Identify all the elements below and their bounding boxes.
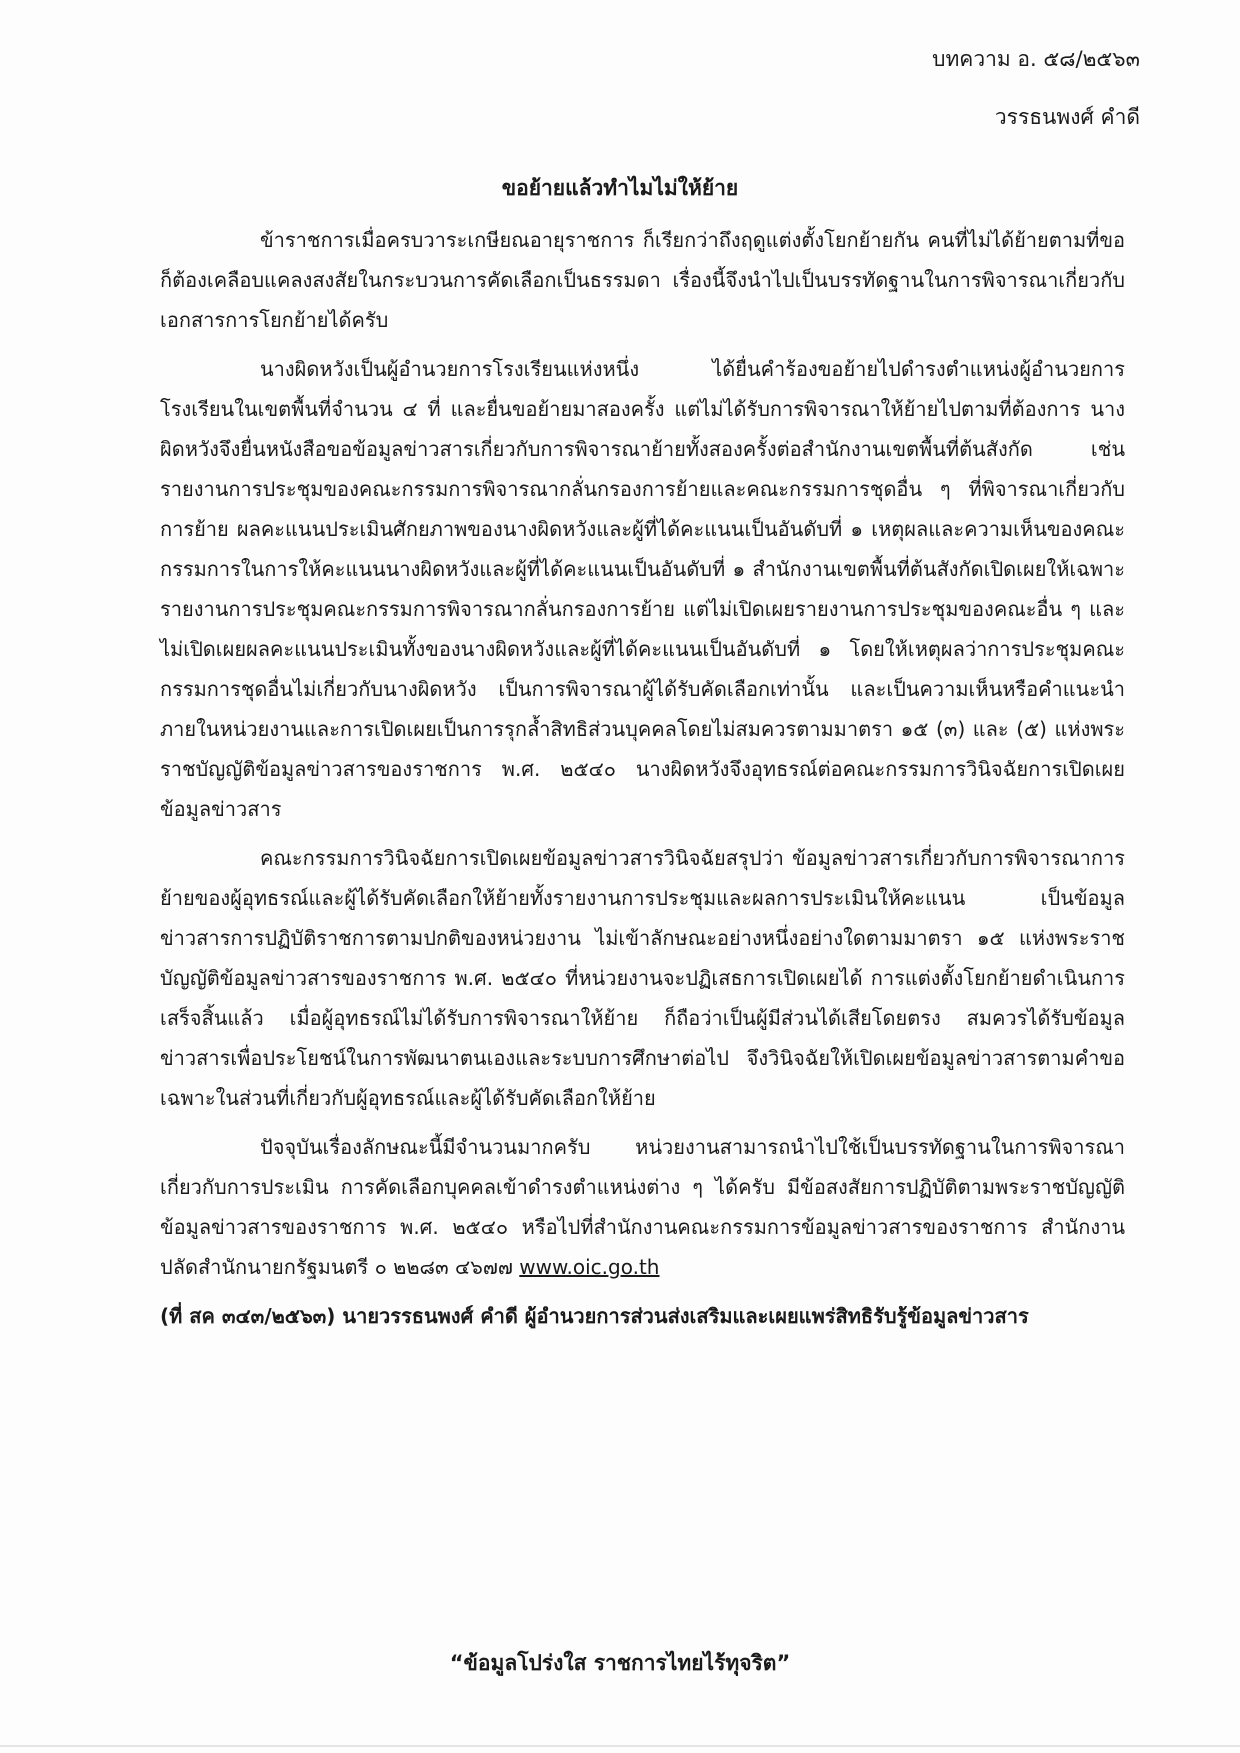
closing-text: ปัจจุบันเรื่องลักษณะนี้มีจำนวนมากครับ หน่วยงานสามารถนำไปใช้เป็นบรรทัดฐานในการพิจารณาเกี่ยวกับการประเมิน การคัดเลือกบุคคลเข้าดำรงตำแหน่งต่าง ๆ ได้ครับ มีข้อสงสัยการปฏิบัติตามพระราชบัญญัติข้อมูลข่าวสารของราชการ พ.ศ. ๒๕๔๐ หรือไปที่สำนักงานคณะกรรมการข้อมูลข่าวสารของราชการ สำนักงานปลัดสำนักนายกรัฐมนตรี ๐ ๒๒๘๓ ๔๖๗๗ (160, 1135, 1125, 1279)
paragraph-closing (160, 1127, 1125, 1287)
slogan: “ข้อมูลโปร่งใส ราชการไทยไร้ทุจริต” (449, 1651, 791, 1675)
oic-website-link[interactable]: www.oic.go.th (519, 1255, 660, 1279)
paragraph-case: นางผิดหวังเป็นผู้อำนวยการโรงเรียนแห่งหนึ่ง ได้ยื่นคำร้องขอย้ายไปดำรงตำแหน่งผู้อำนวยการโรงเรียนในเขตพื้นที่จำนวน ๔ ที่ และยื่นขอย้ายมาสองครั้ง แต่ไม่ได้รับการพิจารณาให้ย้ายไปตามที่ต้องการ นางผิดหวังจึงยื่นหนังสือขอข้อมูลข่าวสารเกี่ยวกับการพิจารณาย้ายทั้งสองครั้งต่อสำนักงานเขตพื้นที่ต้นสังกัด เช่น รายงานการประชุมของคณะกรรมการพิจารณากลั่นกรองการย้ายและคณะกรรมการชุดอื่น ๆ ที่พิจารณาเกี่ยวกับการย้าย ผลคะแนนประเมินศักยภาพของนางผิดหวังและผู้ที่ได้คะแนนเป็นอันดับที่ ๑ เหตุผลและความเห็นของคณะกรรมการในการให้คะแนนนางผิดหวังและผู้ที่ได้คะแนนเป็นอันดับที่ ๑ สำนักงานเขตพื้นที่ต้นสังกัดเปิดเผยให้เฉพาะรายงานการประชุมคณะกรรมการพิจารณากลั่นกรองการย้าย แต่ไม่เปิดเผยรายงานการประชุมของคณะอื่น ๆ และไม่เปิดเผยผลคะแนนประเมินทั้งของนางผิดหวังและผู้ที่ได้คะแนนเป็นอันดับที่ ๑ โดยให้เหตุผลว่าการประชุมคณะกรรมการชุดอื่นไม่เกี่ยวกับนางผิดหวัง เป็นการพิจารณาผู้ได้รับคัดเลือกเท่านั้น และเป็นความเห็นหรือคำแนะนำภายในหน่วยงานและการเปิดเผยเป็นการรุกล้ำสิทธิส่วนบุคคลโดยไม่สมควรตามมาตรา ๑๕ (๓) และ (๕) แห่งพระราชบัญญัติข้อมูลข่าวสารของราชการ พ.ศ. ๒๕๔๐ นางผิดหวังจึงอุทธรณ์ต่อคณะกรรมการวินิจฉัยการเปิดเผยข้อมูลข่าวสาร (160, 357, 1125, 821)
header-meta (932, 30, 1140, 146)
author-name: วรรธนพงศ์ คำดี (994, 105, 1140, 129)
paragraph-intro: ข้าราชการเมื่อครบวาระเกษียณอายุราชการ ก็เรียกว่าถึงฤดูแต่งตั้งโยกย้ายกัน คนที่ไม่ได้ย้ายตามที่ขอก็ต้องเคลือบแคลงสงสัยในกระบวนการคัดเลือกเป็นธรรมดา เรื่องนี้จึงนำไปเป็นบรรทัดฐานในการพิจารณาเกี่ยวกับเอกสารการโยกย้ายได้ครับ (160, 228, 1125, 332)
article-number: บทความ อ. ๕๘/๒๕๖๓ (932, 47, 1140, 71)
reference-line: (ที่ สค ๓๔๓/๒๕๖๓) นายวรรธนพงศ์ คำดี ผู้อำนวยการส่วนส่งเสริมและเผยแพร่สิทธิรับรู้ข้อมูลข่าวสาร (160, 1304, 1029, 1328)
article-title: ขอย้ายแล้วทำไมไม่ให้ย้าย (501, 176, 739, 200)
paragraph-ruling: คณะกรรมการวินิจฉัยการเปิดเผยข้อมูลข่าวสารวินิจฉัยสรุปว่า ข้อมูลข่าวสารเกี่ยวกับการพิจารณาการย้ายของผู้อุทธรณ์และผู้ได้รับคัดเลือกให้ย้ายทั้งรายงานการประชุมและผลการประเมินให้คะแนน เป็นข้อมูลข่าวสารการปฏิบัติราชการตามปกติของหน่วยงาน ไม่เข้าลักษณะอย่างหนึ่งอย่างใดตามมาตรา ๑๕ แห่งพระราชบัญญัติข้อมูลข่าวสารของราชการ พ.ศ. ๒๕๔๐ ที่หน่วยงานจะปฏิเสธการเปิดเผยได้ การแต่งตั้งโยกย้ายดำเนินการเสร็จสิ้นแล้ว เมื่อผู้อุทธรณ์ไม่ได้รับการพิจารณาให้ย้าย ก็ถือว่าเป็นผู้มีส่วนได้เสียโดยตรง สมควรได้รับข้อมูลข่าวสารเพื่อประโยชน์ในการพัฒนาตนเองและระบบการศึกษาต่อไป จึงวินิจฉัยให้เปิดเผยข้อมูลข่าวสารตามคำขอเฉพาะในส่วนที่เกี่ยวกับผู้อุทธรณ์และผู้ได้รับคัดเลือกให้ย้าย (160, 846, 1125, 1110)
scan-edge-divider (0, 1745, 1240, 1747)
article-body (160, 220, 1125, 1336)
